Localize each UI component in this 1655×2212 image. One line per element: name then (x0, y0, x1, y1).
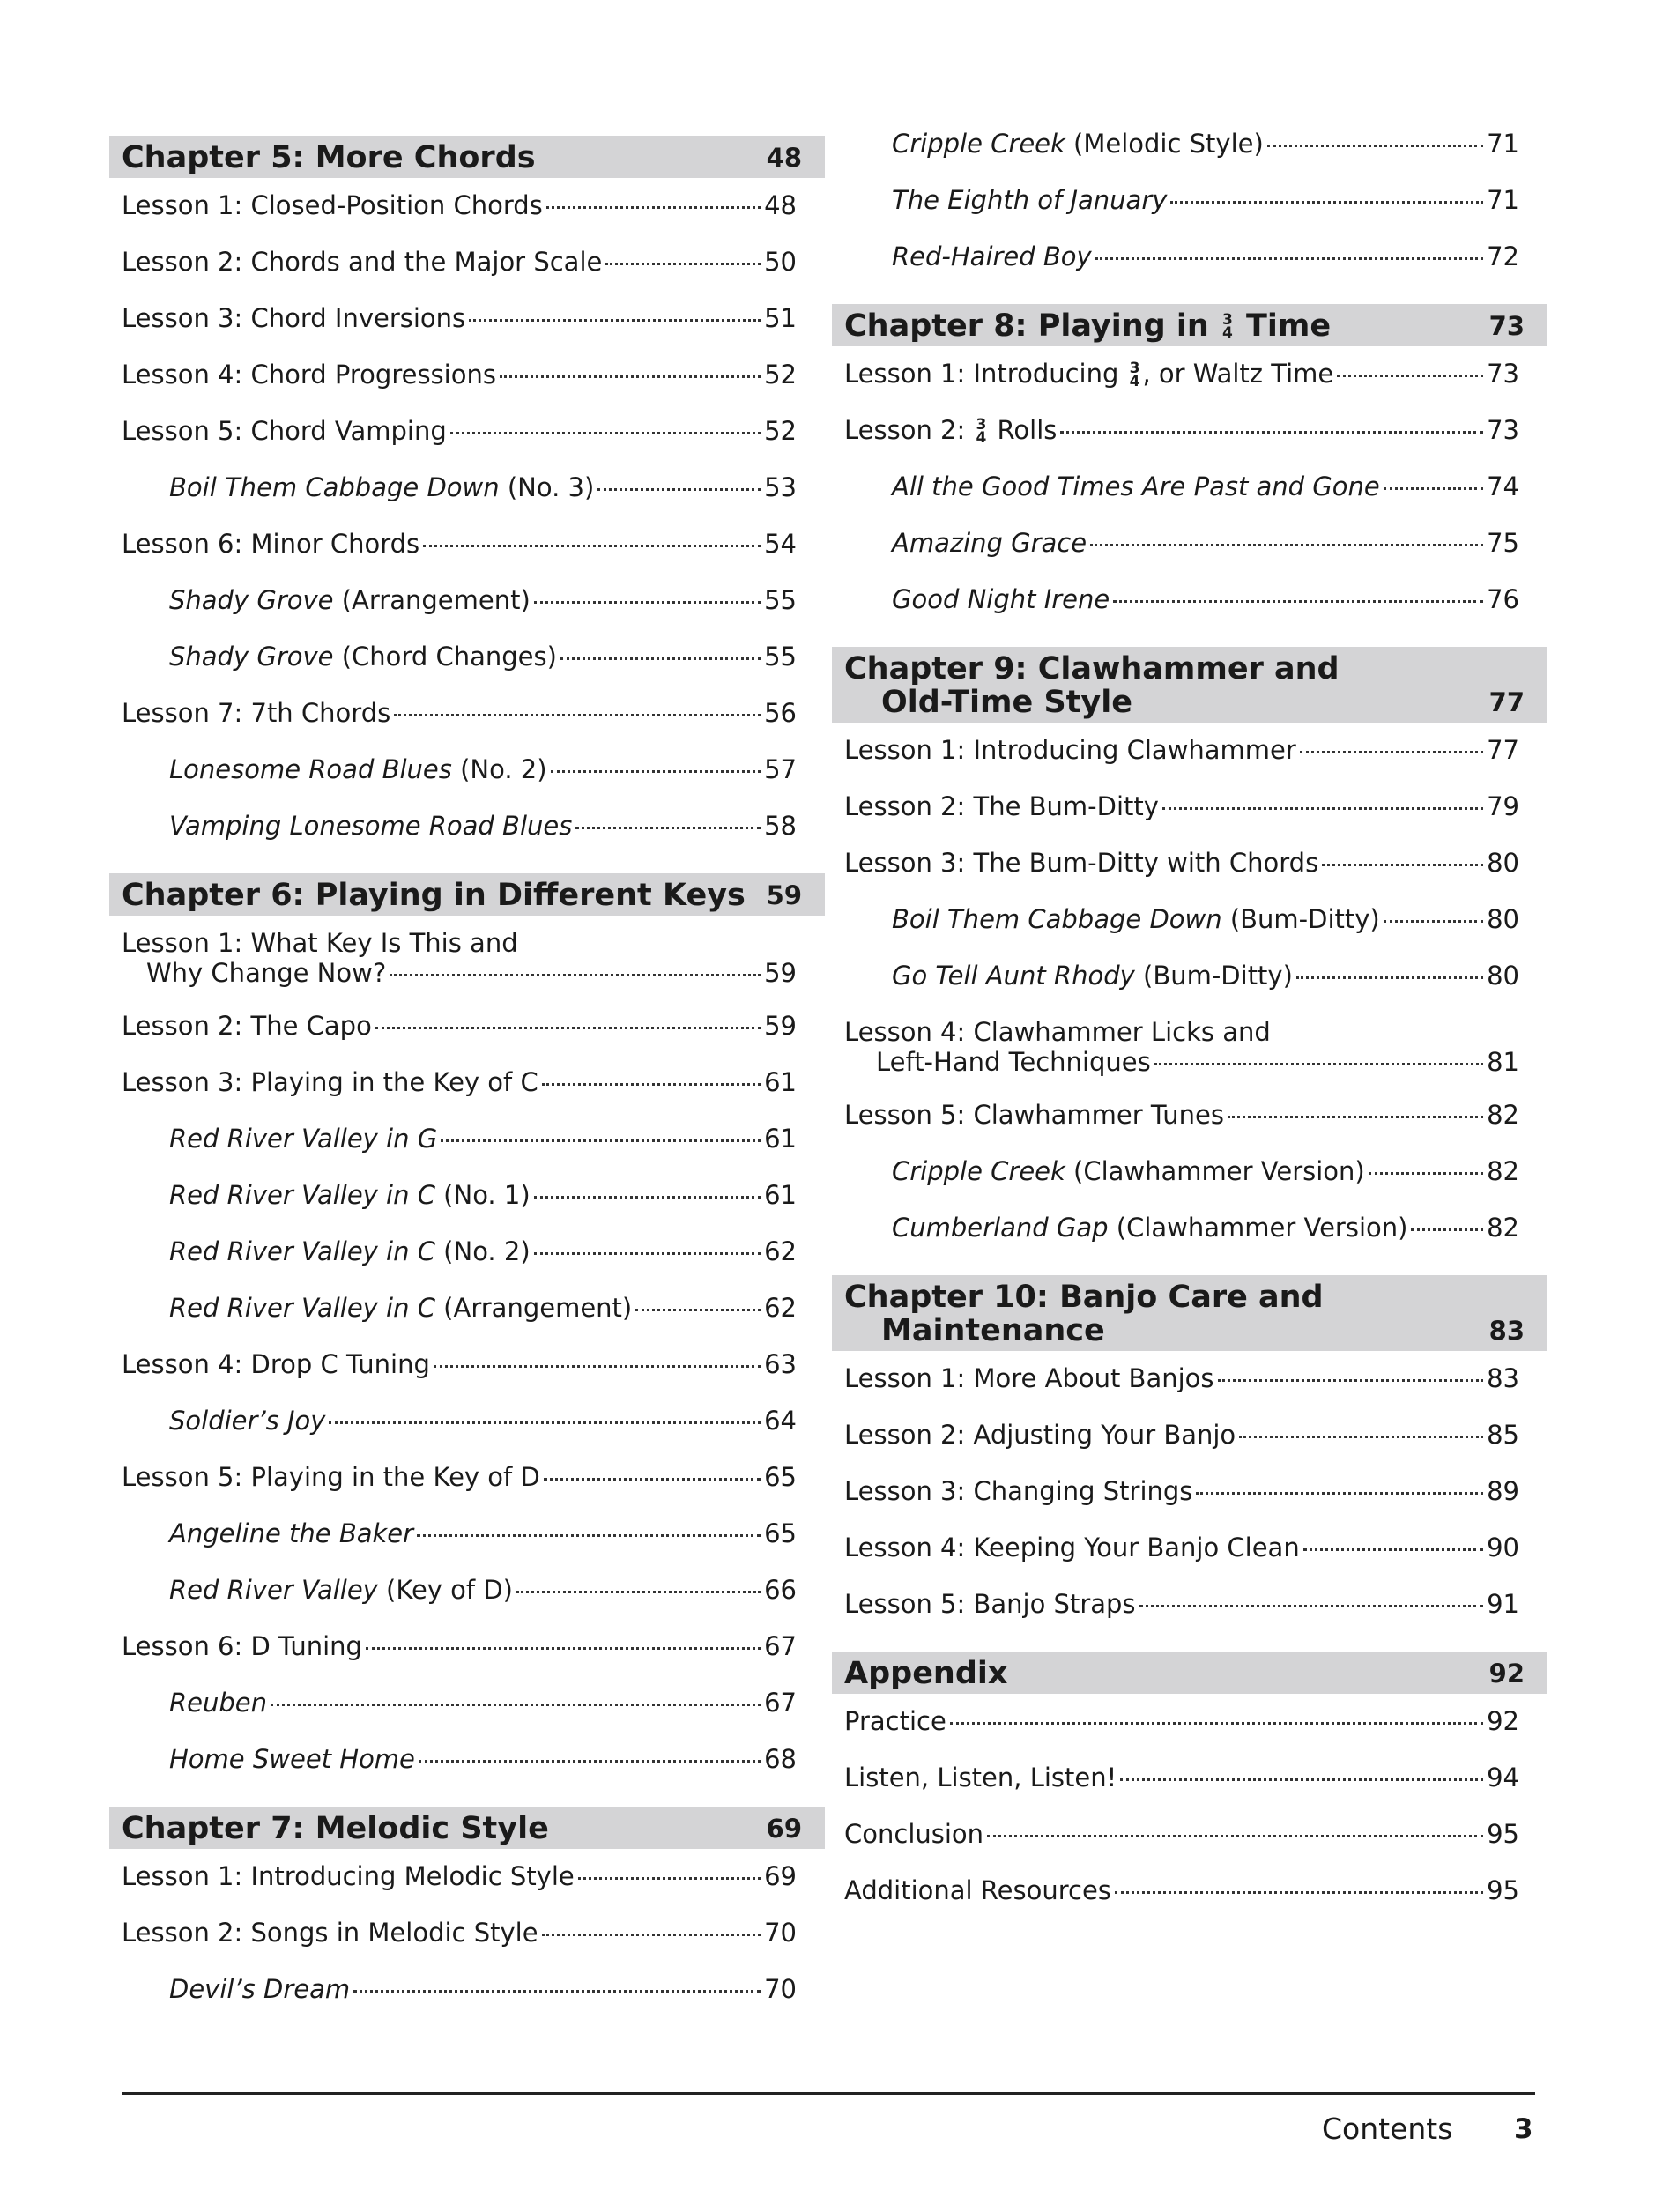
entry-label: Lonesome Road Blues (No. 2) (169, 754, 547, 784)
entry-label: Lesson 2: The Bum-Ditty (844, 791, 1159, 821)
toc-entry[interactable] (109, 1917, 825, 1973)
leader-dots (417, 1534, 761, 1537)
leader-dots (450, 432, 761, 434)
leader-dots (1095, 257, 1483, 260)
entry-label: Lesson 2: Chords and the Major Scale (122, 247, 603, 277)
toc-entry[interactable] (832, 847, 1547, 903)
entry-page: 73 (1487, 359, 1519, 389)
entry-page: 70 (764, 1918, 797, 1948)
leader-dots (1170, 201, 1483, 204)
entry-page: 56 (764, 698, 797, 728)
entry-page: 75 (1487, 528, 1519, 558)
entry-label-line2: Why Change Now? (146, 958, 387, 988)
toc-entry[interactable] (109, 302, 825, 359)
toc-song-entry[interactable] (109, 1292, 825, 1348)
leader-dots (635, 1309, 761, 1311)
toc-entry[interactable] (109, 927, 825, 1010)
chapter-page: 92 (1488, 1659, 1525, 1689)
leader-dots (375, 1027, 761, 1029)
chapter-page: 69 (766, 1814, 802, 1844)
entry-page: 64 (764, 1406, 797, 1436)
toc-song-entry[interactable] (832, 128, 1547, 184)
leader-dots (353, 1990, 761, 1993)
entry-label: Red River Valley in C (Arrangement) (169, 1293, 633, 1323)
entry-label: Lesson 1: Introducing Clawhammer (844, 735, 1296, 765)
leader-dots (434, 1365, 761, 1368)
chapter-7-heading[interactable] (109, 1807, 825, 1849)
entry-label: Lesson 2: Songs in Melodic Style (122, 1918, 538, 1948)
leader-dots (534, 1252, 761, 1255)
leader-dots (1218, 1379, 1484, 1382)
leader-dots (366, 1647, 761, 1650)
entry-label: Shady Grove (Chord Changes) (169, 642, 557, 672)
leader-dots (390, 974, 761, 976)
entry-label: Red River Valley (Key of D) (169, 1575, 513, 1605)
entry-page: 62 (764, 1293, 797, 1323)
entry-label: Red River Valley in C (No. 2) (169, 1236, 531, 1266)
toc-entry[interactable] (832, 1475, 1547, 1532)
toc-song-entry[interactable] (832, 241, 1547, 297)
entry-page: 69 (764, 1861, 797, 1891)
toc-entry[interactable] (832, 1762, 1547, 1818)
leader-dots (1267, 145, 1483, 147)
appendix-heading[interactable] (832, 1652, 1547, 1694)
chapter-title-line1: Chapter 9: Clawhammer and (844, 651, 1340, 687)
leader-dots (534, 601, 761, 604)
entry-page: 92 (1487, 1706, 1519, 1736)
entry-label: Go Tell Aunt Rhody (Bum-Ditty) (892, 961, 1293, 991)
leader-dots (423, 545, 761, 547)
entry-label: Boil Them Cabbage Down (Bum-Ditty) (892, 904, 1380, 934)
entry-label: Lesson 4: Drop C Tuning (122, 1349, 430, 1379)
toc-song-entry[interactable] (109, 1123, 825, 1179)
entry-page: 53 (764, 472, 797, 502)
toc-song-entry[interactable] (109, 1236, 825, 1292)
toc-song-entry[interactable] (109, 1743, 825, 1800)
chapter-page: 73 (1488, 311, 1525, 341)
toc-song-entry[interactable] (832, 184, 1547, 241)
entry-label: Boil Them Cabbage Down (No. 3) (169, 472, 595, 502)
leader-dots (271, 1704, 761, 1706)
entry-label: Lesson 2: Adjusting Your Banjo (844, 1420, 1236, 1450)
entry-page: 50 (764, 247, 797, 277)
entry-label: Lesson 6: Minor Chords (122, 529, 420, 559)
leader-dots (1196, 1492, 1483, 1495)
leader-dots (1113, 600, 1483, 603)
leader-dots (544, 1478, 761, 1481)
entry-page: 90 (1487, 1533, 1519, 1563)
chapter-10-entries (832, 1362, 1547, 1644)
leader-dots (1162, 807, 1483, 810)
toc-entry[interactable] (832, 791, 1547, 847)
toc-entry[interactable]: Lesson 2: 3 4 Rolls 73 (844, 415, 1519, 447)
leader-dots (1120, 1778, 1483, 1781)
chapter-page: 48 (766, 143, 802, 173)
entry-label: Amazing Grace (892, 528, 1087, 558)
chapter-title-part: Time (1235, 308, 1332, 344)
entry-page: 95 (1487, 1875, 1519, 1905)
entry-page: 58 (764, 811, 797, 841)
toc-song-entry[interactable] (832, 903, 1547, 960)
toc-right-column (832, 128, 1547, 1931)
entry-page: 89 (1487, 1476, 1519, 1506)
toc-entry[interactable] (832, 1818, 1547, 1874)
entry-label: All the Good Times Are Past and Gone (892, 471, 1380, 501)
chapter-title-line2: Maintenance (881, 1313, 1105, 1348)
entry-label: Red River Valley in C (No. 1) (169, 1180, 531, 1210)
chapter-10-heading[interactable] (832, 1275, 1547, 1351)
toc-entry[interactable] (832, 1099, 1547, 1155)
toc-entry[interactable] (109, 1010, 825, 1066)
entry-page: 48 (764, 190, 797, 220)
chapter-page: 77 (1488, 687, 1525, 717)
entry-page: 80 (1487, 848, 1519, 878)
leader-dots (578, 1877, 761, 1880)
leader-dots (1384, 487, 1483, 490)
entry-label: Lesson 5: Playing in the Key of D (122, 1462, 540, 1492)
toc-entry[interactable] (832, 1705, 1547, 1762)
footer-label: Contents (1322, 2112, 1453, 2146)
toc-song-entry[interactable] (832, 960, 1547, 1016)
chapter-title: Chapter 7: Melodic Style (122, 1811, 549, 1846)
entry-label: Good Night Irene (892, 584, 1110, 614)
toc-song-entry[interactable] (832, 527, 1547, 583)
leader-dots (1337, 375, 1483, 377)
chapter-page: 83 (1488, 1316, 1525, 1346)
entry-page: 91 (1487, 1589, 1519, 1619)
leader-dots (1060, 431, 1483, 434)
entry-label: Practice (844, 1706, 946, 1736)
entry-page: 83 (1487, 1363, 1519, 1393)
entry-page: 95 (1487, 1819, 1519, 1849)
leader-dots (534, 1196, 761, 1199)
leader-dots (329, 1421, 761, 1424)
toc-song-entry[interactable] (832, 1155, 1547, 1212)
leader-dots (1139, 1605, 1484, 1607)
time-signature-icon: 3 4 (1221, 311, 1233, 342)
toc-left-column (109, 136, 825, 2030)
leader-dots (419, 1760, 761, 1763)
toc-song-entry[interactable] (109, 810, 825, 866)
entry-label: Lesson 7: 7th Chords (122, 698, 391, 728)
toc-entry[interactable] (109, 697, 825, 753)
entry-label: Lesson 3: Chord Inversions (122, 303, 466, 333)
entry-page: 63 (764, 1349, 797, 1379)
leader-dots (441, 1139, 761, 1142)
leader-dots (469, 319, 761, 322)
entry-page: 66 (764, 1575, 797, 1605)
leader-dots (987, 1835, 1483, 1837)
leader-dots (1115, 1891, 1483, 1894)
chapter-6-heading[interactable] (109, 873, 825, 916)
chapter-7-continued-entries (832, 128, 1547, 297)
entry-page: 59 (764, 1011, 797, 1041)
entry-page: 52 (764, 416, 797, 446)
entry-page: 55 (764, 585, 797, 615)
entry-page: 62 (764, 1236, 797, 1266)
entry-label: Lesson 5: Banjo Straps (844, 1589, 1136, 1619)
time-signature-icon: 3 4 (1129, 360, 1140, 390)
chapter-title: Chapter 6: Playing in Different Keys (122, 878, 746, 913)
entry-page: 57 (764, 754, 797, 784)
entry-page: 79 (1487, 791, 1519, 821)
toc-entry[interactable] (832, 1874, 1547, 1931)
entry-label: Soldier’s Joy (169, 1406, 326, 1436)
leader-dots (1369, 1172, 1483, 1175)
leader-dots (1090, 544, 1483, 546)
entry-label: Lesson 2: The Capo (122, 1011, 372, 1041)
chapter-9-heading[interactable] (832, 647, 1547, 723)
entry-page: 51 (764, 303, 797, 333)
toc-entry[interactable] (109, 1066, 825, 1123)
toc-song-entry[interactable] (109, 753, 825, 810)
entry-label-line1: Lesson 1: What Key Is This and (122, 928, 518, 958)
chapter-title-part: Chapter 8: Playing in (844, 308, 1220, 344)
chapter-5-entries (109, 189, 825, 866)
toc-song-entry[interactable] (109, 1574, 825, 1630)
toc-song-entry[interactable] (109, 641, 825, 697)
leader-dots (560, 657, 761, 660)
entry-label: Listen, Listen, Listen! (844, 1763, 1117, 1793)
entry-label: Additional Resources (844, 1875, 1111, 1905)
entry-label: Lesson 3: The Bum-Ditty with Chords (844, 848, 1319, 878)
entry-page: 82 (1487, 1156, 1519, 1186)
chapter-title-line2: Old-Time Style (881, 685, 1132, 720)
entry-label: The Eighth of January (892, 185, 1168, 215)
entry-page: 65 (764, 1518, 797, 1548)
toc-song-entry[interactable] (109, 1179, 825, 1236)
time-signature-icon: 3 4 (976, 416, 987, 447)
entry-page: 65 (764, 1462, 797, 1492)
leader-dots (394, 714, 761, 716)
entry-label: Lesson 1: More About Banjos (844, 1363, 1214, 1393)
entry-label: Lesson 1: Introducing Melodic Style (122, 1861, 575, 1891)
entry-label: Home Sweet Home (169, 1744, 415, 1774)
footer-rule (122, 2092, 1535, 2095)
toc-song-entry[interactable] (109, 471, 825, 528)
entry-label: Cripple Creek (Melodic Style) (892, 129, 1264, 159)
leader-dots (1154, 1063, 1483, 1065)
chapter-6-entries (109, 1010, 825, 1800)
entry-page: 59 (764, 958, 797, 988)
entry-page: 85 (1487, 1420, 1519, 1450)
toc-song-entry[interactable] (109, 1973, 825, 2030)
chapter-8-heading[interactable] (832, 304, 1547, 346)
entry-label: Vamping Lonesome Road Blues (169, 811, 573, 841)
toc-song-entry[interactable] (832, 471, 1547, 527)
entry-page: 82 (1487, 1100, 1519, 1130)
toc-entry[interactable]: Lesson 1: Introducing 3 4 , or Waltz Time 73 (844, 359, 1519, 390)
entry-page: 77 (1487, 735, 1519, 765)
toc-entry[interactable] (109, 1461, 825, 1518)
entry-label: Cripple Creek (Clawhammer Version) (892, 1156, 1365, 1186)
entry-page: 71 (1487, 185, 1519, 215)
entry-page: 54 (764, 529, 797, 559)
leader-dots (1300, 751, 1483, 753)
entry-label: Conclusion (844, 1819, 984, 1849)
entry-label: Cumberland Gap (Clawhammer Version) (892, 1213, 1408, 1243)
entry-label: Lesson 3: Playing in the Key of C (122, 1067, 538, 1097)
entry-page: 67 (764, 1688, 797, 1718)
entry-label: Lesson 5: Clawhammer Tunes (844, 1100, 1224, 1130)
entry-label: Reuben (169, 1688, 268, 1718)
leader-dots (551, 770, 761, 773)
toc-entry[interactable] (109, 246, 825, 302)
entry-page: 76 (1487, 584, 1519, 614)
toc-entry[interactable] (109, 415, 825, 471)
chapter-7-entries (109, 1860, 825, 2030)
entry-label-line2: Left-Hand Techniques (876, 1047, 1151, 1077)
leader-dots (1411, 1228, 1483, 1231)
chapter-8-entries (832, 471, 1547, 640)
entry-label: Shady Grove (Arrangement) (169, 585, 531, 615)
entry-label: Red-Haired Boy (892, 241, 1092, 271)
leader-dots (1228, 1116, 1483, 1118)
chapter-title: Chapter 5: More Chords (122, 140, 536, 175)
entry-page: 61 (764, 1180, 797, 1210)
leader-dots (500, 375, 761, 378)
toc-entry[interactable] (832, 1016, 1547, 1099)
chapter-5-heading[interactable] (109, 136, 825, 178)
entry-page: 67 (764, 1631, 797, 1661)
entry-label-line1: Lesson 4: Clawhammer Licks and (844, 1017, 1271, 1047)
toc-entry[interactable] (109, 189, 825, 246)
toc-entry[interactable] (832, 1419, 1547, 1475)
leader-dots (950, 1722, 1483, 1725)
entry-label: Lesson 6: D Tuning (122, 1631, 362, 1661)
entry-page: 74 (1487, 471, 1519, 501)
toc-entry[interactable] (109, 1630, 825, 1687)
toc-entry[interactable] (109, 528, 825, 584)
toc-song-entry[interactable] (109, 584, 825, 641)
chapter-9-entries-b (832, 1099, 1547, 1268)
entry-page: 55 (764, 642, 797, 672)
chapter-9-entries-a (832, 734, 1547, 1016)
entry-label: Red River Valley in G (169, 1124, 438, 1154)
toc-song-entry[interactable] (832, 583, 1547, 640)
entry-page: 71 (1487, 129, 1519, 159)
toc-entry[interactable] (109, 1348, 825, 1405)
leader-dots (1239, 1436, 1483, 1438)
toc-song-entry[interactable] (832, 1212, 1547, 1268)
entry-label: Lesson 5: Chord Vamping (122, 416, 447, 446)
chapter-page: 59 (766, 880, 802, 910)
entry-page: 80 (1487, 961, 1519, 991)
leader-dots (542, 1934, 761, 1936)
leader-dots (516, 1591, 761, 1593)
leader-dots (1322, 864, 1483, 866)
leader-dots (1296, 976, 1483, 979)
entry-page: 72 (1487, 241, 1519, 271)
entry-label: Lesson 3: Changing Strings (844, 1476, 1193, 1506)
leader-dots (1303, 1548, 1483, 1551)
leader-dots (575, 827, 761, 829)
entry-page: 68 (764, 1744, 797, 1774)
entry-page: 80 (1487, 904, 1519, 934)
toc-song-entry[interactable] (109, 1518, 825, 1574)
toc-entry[interactable] (832, 1588, 1547, 1644)
entry-page: 73 (1487, 415, 1519, 445)
entry-page: 61 (764, 1067, 797, 1097)
entry-page: 81 (1487, 1047, 1519, 1077)
entry-label: Lesson 1: Closed-Position Chords (122, 190, 543, 220)
toc-entry[interactable] (832, 1532, 1547, 1588)
footer-page-number: 3 (1514, 2113, 1533, 2145)
leader-dots (542, 1083, 761, 1086)
chapter-title: Appendix (844, 1656, 1008, 1691)
leader-dots (597, 488, 761, 491)
entry-page: 61 (764, 1124, 797, 1154)
entry-label: Angeline the Baker (169, 1518, 414, 1548)
entry-label: Devil’s Dream (169, 1974, 351, 2004)
entry-page: 52 (764, 360, 797, 390)
leader-dots (605, 263, 761, 265)
leader-dots (546, 206, 761, 209)
entry-label: Lesson 4: Keeping Your Banjo Clean (844, 1533, 1300, 1563)
appendix-entries (832, 1705, 1547, 1931)
toc-entry[interactable] (832, 1362, 1547, 1419)
toc-song-entry[interactable] (109, 1687, 825, 1743)
leader-dots (1384, 920, 1483, 923)
entry-page: 70 (764, 1974, 797, 2004)
toc-song-entry[interactable] (109, 1405, 825, 1461)
entry-label: Lesson 4: Chord Progressions (122, 360, 496, 390)
toc-entry[interactable] (109, 1860, 825, 1917)
toc-entry[interactable] (832, 734, 1547, 791)
entry-page: 82 (1487, 1213, 1519, 1243)
toc-entry[interactable] (109, 359, 825, 415)
entry-page: 94 (1487, 1763, 1519, 1793)
chapter-title-line1: Chapter 10: Banjo Care and (844, 1280, 1324, 1315)
